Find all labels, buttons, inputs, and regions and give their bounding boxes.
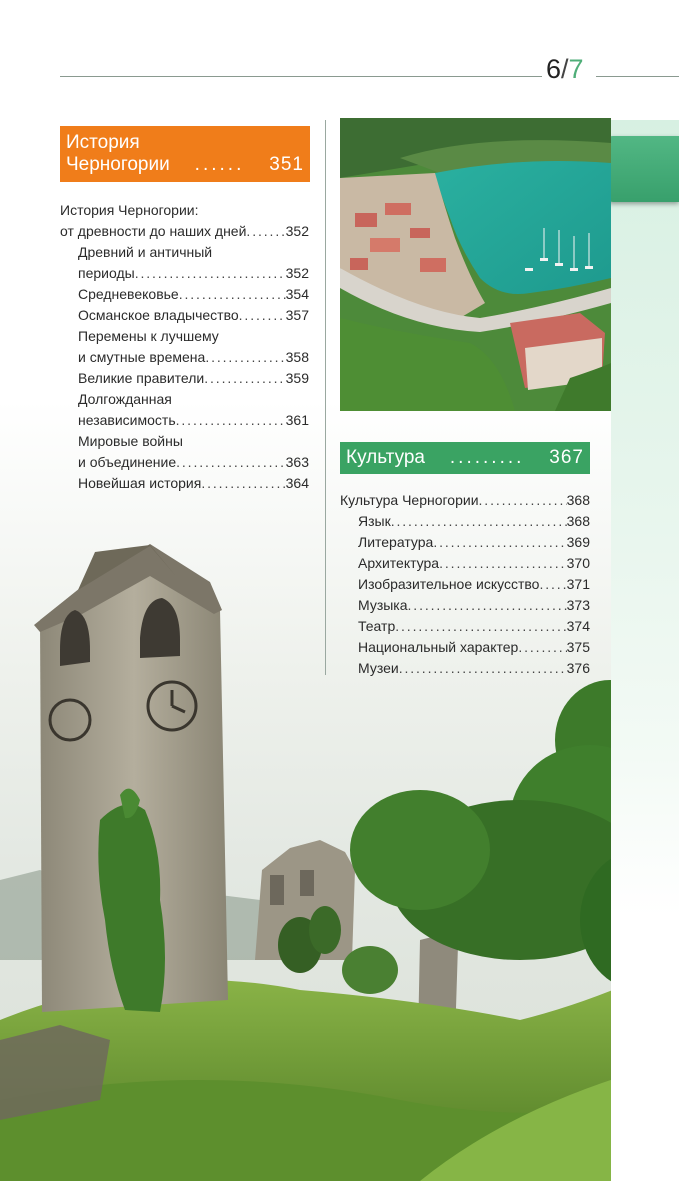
toc-entry[interactable] — [78, 368, 309, 389]
toc-main-line1: История Черногории: — [60, 202, 199, 218]
toc-page: 369 — [566, 534, 590, 550]
leader-dots — [204, 368, 285, 389]
toc-history — [60, 200, 309, 494]
toc-page: 373 — [566, 597, 590, 613]
section-title-line2: Черногории — [66, 154, 170, 175]
page-separator: / — [561, 54, 569, 84]
toc-main-line2: от древности до наших дней — [60, 223, 247, 239]
toc-page: 368 — [566, 513, 590, 529]
toc-item-line1: Древний и античный — [78, 244, 213, 260]
toc-entry[interactable] — [358, 616, 590, 637]
leader-dots — [518, 637, 566, 658]
leader-dots — [539, 574, 566, 595]
toc-entry[interactable] — [78, 284, 309, 305]
leader-dots — [176, 410, 286, 431]
side-strip — [611, 120, 679, 1181]
toc-entry[interactable] — [78, 263, 309, 284]
toc-page: 359 — [285, 370, 309, 386]
toc-item-line1: Мировые войны — [78, 433, 183, 449]
toc-culture — [340, 490, 590, 679]
section-dots: ......... — [449, 447, 525, 468]
toc-entry[interactable] — [78, 473, 309, 494]
chapter-tab[interactable] — [601, 136, 679, 202]
leader-dots — [179, 284, 286, 305]
toc-page: 357 — [285, 307, 309, 323]
toc-item-title: Театр — [358, 618, 396, 634]
toc-item-title: Литература — [358, 534, 434, 550]
kotor-bay-photo — [340, 118, 611, 411]
leader-dots — [408, 595, 567, 616]
toc-item-title: Музыка — [358, 597, 408, 613]
toc-item-title: и объединение — [78, 454, 177, 470]
leader-dots — [176, 452, 286, 473]
section-page: 351 — [269, 154, 304, 175]
toc-page: 352 — [285, 265, 309, 281]
toc-item-title: Национальный характер — [358, 639, 519, 655]
toc-entry[interactable] — [358, 511, 590, 532]
toc-item-title: Новейшая история — [78, 475, 202, 491]
current-page: 6 — [546, 54, 562, 84]
toc-entry[interactable] — [358, 574, 590, 595]
toc-page: 376 — [566, 660, 590, 676]
section-title-line1: История — [66, 132, 140, 153]
toc-item-title: Архитектура — [358, 555, 440, 571]
section-header-history[interactable] — [60, 126, 310, 182]
toc-item-line1: Перемены к лучшему — [78, 328, 219, 344]
toc-item-title: и смутные времена — [78, 349, 206, 365]
toc-page: 363 — [285, 454, 309, 470]
toc-entry[interactable] — [358, 532, 590, 553]
page-indicator — [546, 54, 584, 85]
leader-dots — [239, 305, 286, 326]
leader-dots — [399, 658, 567, 679]
section-title: Культура — [346, 447, 425, 468]
leader-dots — [246, 221, 285, 242]
toc-entry[interactable] — [358, 637, 590, 658]
toc-item-title: Великие правители — [78, 370, 205, 386]
toc-entry[interactable] — [60, 221, 309, 242]
toc-item-title: независимость — [78, 412, 176, 428]
toc-page: 352 — [285, 223, 309, 239]
leader-dots — [135, 263, 286, 284]
toc-main-title: Культура Черногории — [340, 492, 479, 508]
leader-dots — [395, 616, 566, 637]
toc-item-title: Изобразительное искусство — [358, 576, 540, 592]
toc-item-title: Музеи — [358, 660, 399, 676]
toc-page: 375 — [566, 639, 590, 655]
toc-item-title: Язык — [358, 513, 391, 529]
toc-page: 361 — [285, 412, 309, 428]
toc-entry[interactable] — [78, 305, 309, 326]
section-dots: ...... — [194, 154, 245, 175]
leader-dots — [479, 490, 567, 511]
toc-entry[interactable] — [78, 347, 309, 368]
leader-dots — [439, 553, 567, 574]
toc-page: 364 — [285, 475, 309, 491]
toc-page: 374 — [566, 618, 590, 634]
total-pages: 7 — [568, 54, 584, 84]
toc-item-title: Средневековье — [78, 286, 179, 302]
column-divider — [325, 120, 326, 675]
toc-entry[interactable] — [340, 490, 590, 511]
header-rule-right — [596, 76, 679, 77]
toc-entry[interactable] — [78, 410, 309, 431]
toc-item-title: Османское владычество — [78, 307, 239, 323]
toc-page: 370 — [566, 555, 590, 571]
toc-item-line1: Долгожданная — [78, 391, 172, 407]
leader-dots — [201, 473, 285, 494]
toc-entry[interactable] — [358, 658, 590, 679]
toc-page: 354 — [285, 286, 309, 302]
toc-page: 358 — [285, 349, 309, 365]
leader-dots — [433, 532, 566, 553]
leader-dots — [391, 511, 567, 532]
section-header-culture[interactable] — [340, 442, 590, 474]
toc-page: 371 — [566, 576, 590, 592]
toc-item-title: периоды — [78, 265, 135, 281]
leader-dots — [205, 347, 285, 368]
toc-page: 368 — [566, 492, 590, 508]
section-page: 367 — [549, 447, 584, 468]
header-rule-left — [60, 76, 542, 77]
toc-entry[interactable] — [78, 452, 309, 473]
toc-entry[interactable] — [358, 553, 590, 574]
toc-entry[interactable] — [358, 595, 590, 616]
